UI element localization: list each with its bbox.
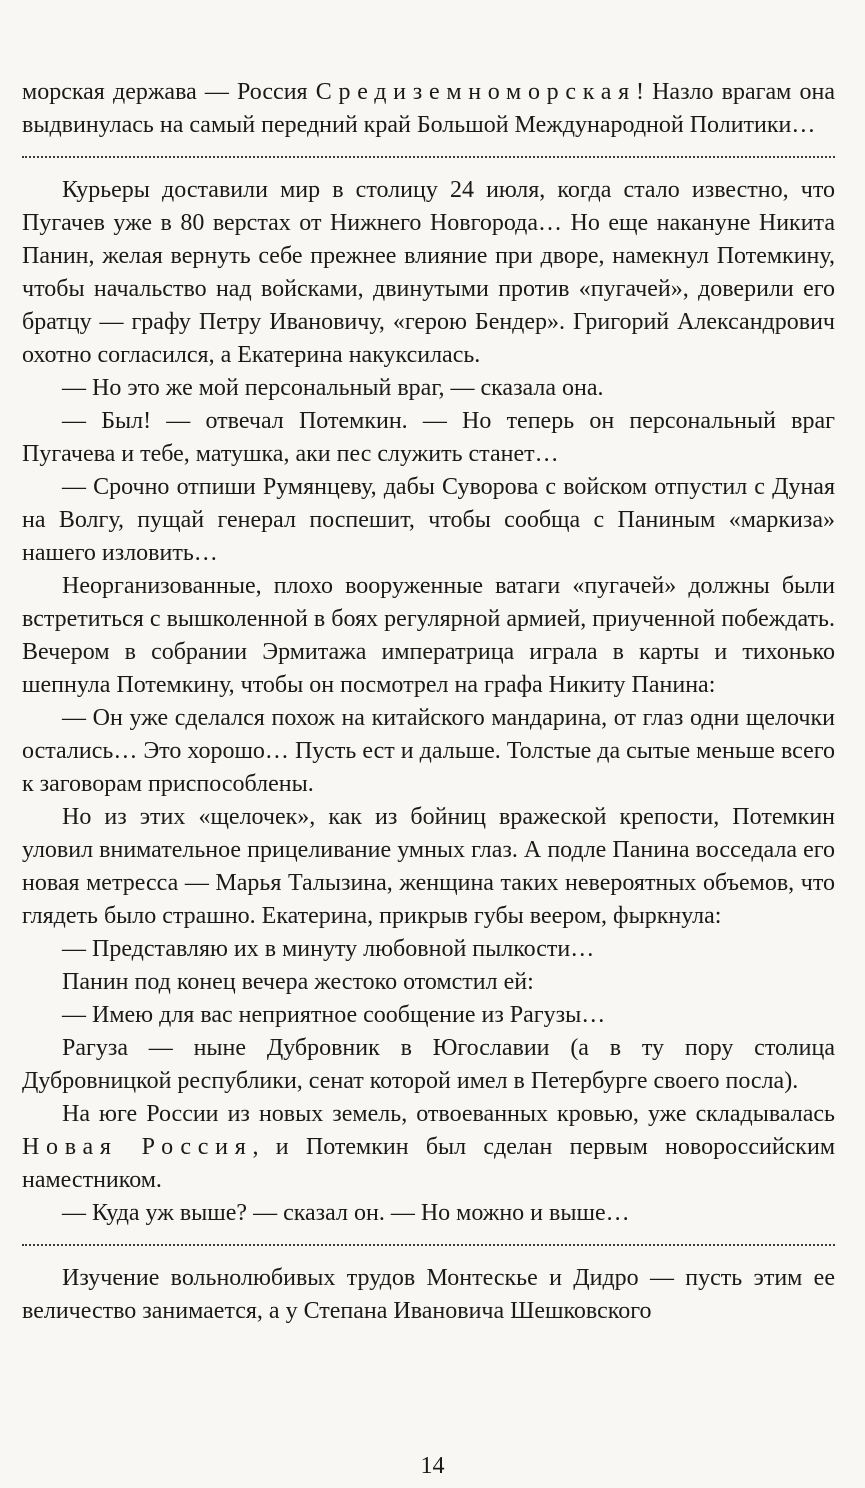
spaced-word: Новая Россия [22,1134,253,1160]
dialogue-line: — Был! — отвечал Потемкин. — Но теперь он персональный враг Пугачева и тебе, матушка, аки пес служить станет… [22,408,835,467]
paragraph-novorossia [22,1098,835,1197]
dialogue-line: — Он уже сделался похож на китайского мандарина, от глаз одни щелочки остались… Это хорошо… Пусть ест и дальше. Толстые да сытые меньше всего к заговорам приспособлены. [22,705,835,797]
main-section [22,174,835,1230]
dialogue-line: — Представляю их в минуту любовной пылкости… [62,936,595,962]
paragraph-panin: Панин под конец вечера жестоко отомстил ей: [62,969,534,995]
dialogue-line: — Срочно отпиши Румянцеву, дабы Суворова с войском отпустил с Дуная на Волгу, пущай генерал поспешит, чтобы сообща с Паниным «маркиза» нашего изловить… [22,474,835,566]
section-divider-bottom [22,1244,835,1246]
paragraph-slits: Но из этих «щелочек», как из бойниц вражеской крепости, Потемкин уловил внимательное прицеливание умных глаз. А подле Панина восседала его новая метресса — Марья Талызина, женщина таких невероятных объемов, что глядеть было страшно. Екатерина, прикрыв губы веером, фыркнула: [22,804,835,929]
text-segment: морская держава — Россия [22,79,316,105]
spaced-word: Средиземноморская [315,79,636,105]
dialogue-line: — Имею для вас неприятное сообщение из Рагузы… [62,1002,606,1028]
text-segment: ! Назло врагам она выдвинулась на самый передний край Большой Международной Политики… [22,79,835,138]
text-segment: На юге России из новых земель, отвоеванных кровью, уже складывалась [62,1101,835,1127]
dialogue-line: — Но это же мой персональный враг, — сказала она. [62,375,604,401]
paragraph-couriers: Курьеры доставили мир в столицу 24 июля, когда стало известно, что Пугачев уже в 80 верстах от Нижнего Новгорода… Но еще накануне Никита Панин, желая вернуть себе прежнее влияние при дворе, намекнул Потемкину, чтобы начальство над войсками, двинутыми против «пугачей», доверили его братцу — графу Петру Ивановичу, «герою Бендер». Григорий Александрович охотно согласился, а Екатерина накуксилась. [22,177,835,368]
section-divider-top [22,156,835,158]
bottom-section [22,1262,835,1328]
paragraph-ragusa: Рагуза — ныне Дубровник в Югославии (а в ту пору столица Дубровницкой республики, сенат которой имел в Петербурге своего посла). [22,1035,835,1094]
page-number: 14 [420,1453,445,1479]
paragraph-mediterranean [22,76,835,142]
paragraph-pugachi: Неорганизованные, плохо вооруженные ватаги «пугачей» должны были встретиться с вышколенной в боях регулярной армией, приученной побеждать. Вечером в собрании Эрмитажа императрица играла в карты и тихонько шепнула Потемкину, чтобы он посмотрел на графа Никиту Панина: [22,573,835,698]
paragraph-montesquieu: Изучение вольнолюбивых трудов Монтескье и Дидро — пусть этим ее величество занимается, а у Степана Ивановича Шешковского [22,1265,835,1324]
dialogue-line: — Куда уж выше? — сказал он. — Но можно и выше… [62,1200,630,1226]
top-section [22,76,835,142]
text-segment: , и Потемкин был сделан первым новороссийским наместником. [22,1134,835,1193]
